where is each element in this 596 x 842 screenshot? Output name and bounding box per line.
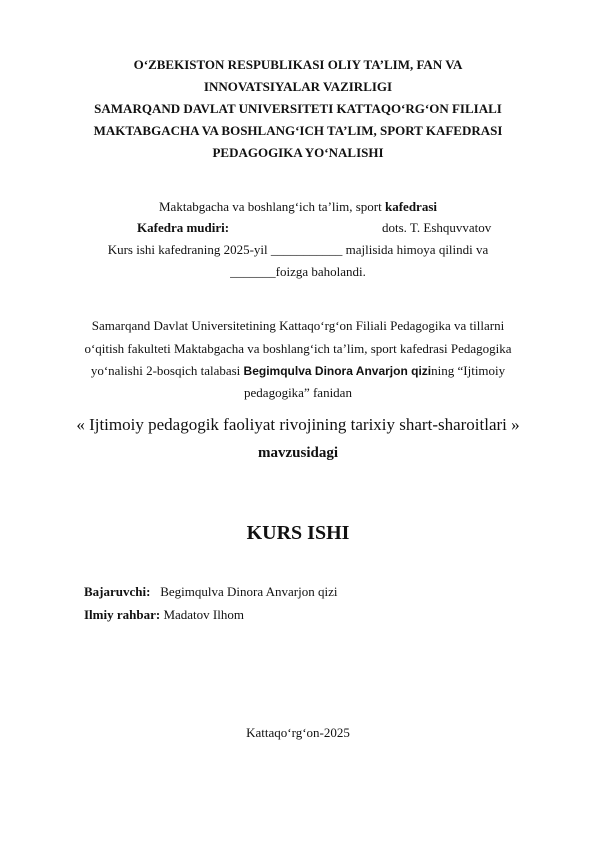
direction-line: PEDAGOGIKA YO‘NALISHI [212, 145, 384, 160]
student-line-3 [0, 363, 596, 379]
department-name-bold: kafedrasi [385, 199, 437, 214]
student-line-1: Samarqand Davlat Universitetining Kattaqo‘rg‘on Filiali Pedagogika va tillarni [91, 318, 505, 333]
student-line-3-post: ning “Ijtimoiy [431, 363, 506, 378]
topic-mavzusidagi: mavzusidagi [257, 445, 338, 461]
author-label: Bajaruvchi: [84, 584, 151, 599]
student-line-4: pedagogika” fanidan [244, 385, 352, 400]
university-line: SAMARQAND DAVLAT UNIVERSITETI KATTAQO‘RG‘ON FILIALI [94, 101, 502, 116]
head-of-dept-label: Kafedra mudiri: [137, 220, 230, 235]
department-line: MAKTABGACHA VA BOSHLANG‘ICH TA’LIM, SPORT KAFEDRASI [93, 123, 503, 138]
supervisor-row [84, 607, 244, 623]
document-type: KURS ISHI [246, 522, 350, 544]
student-line-3-pre: yo‘nalishi 2-bosqich talabasi [90, 363, 244, 378]
ministry-line-1: O‘ZBEKISTON RESPUBLIKASI OLIY TA’LIM, FAN VA [133, 57, 463, 72]
defense-line-2: _______foizga baholandi. [230, 264, 366, 279]
defense-line-1: Kurs ishi kafedraning 2025-yil ___________ majlisida himoya qilindi va [107, 242, 489, 257]
author-row [84, 584, 337, 600]
footer-city-year: Kattaqo‘rg‘on-2025 [246, 725, 350, 740]
supervisor-value: Madatov Ilhom [163, 607, 244, 622]
supervisor-label: Ilmiy rahbar: [84, 607, 161, 622]
author-value: Begimqulva Dinora Anvarjon qizi [160, 584, 338, 599]
ministry-line-2: INNOVATSIYALAR VAZIRLIGI [203, 79, 393, 94]
student-line-2: o‘qitish fakulteti Maktabgacha va boshlang‘ich ta’lim, sport kafedrasi Pedagogika [84, 341, 512, 356]
student-name: Begimqulva Dinora Anvarjon qizi [243, 364, 432, 378]
department-name [0, 199, 596, 215]
department-name-text: Maktabgacha va boshlang‘ich ta’lim, sport [159, 199, 385, 214]
topic-title: « Ijtimoiy pedagogik faoliyat rivojining tarixiy shart-sharoitlari » [76, 415, 520, 434]
head-of-dept-name: dots. T. Eshquvvatov [382, 220, 492, 235]
